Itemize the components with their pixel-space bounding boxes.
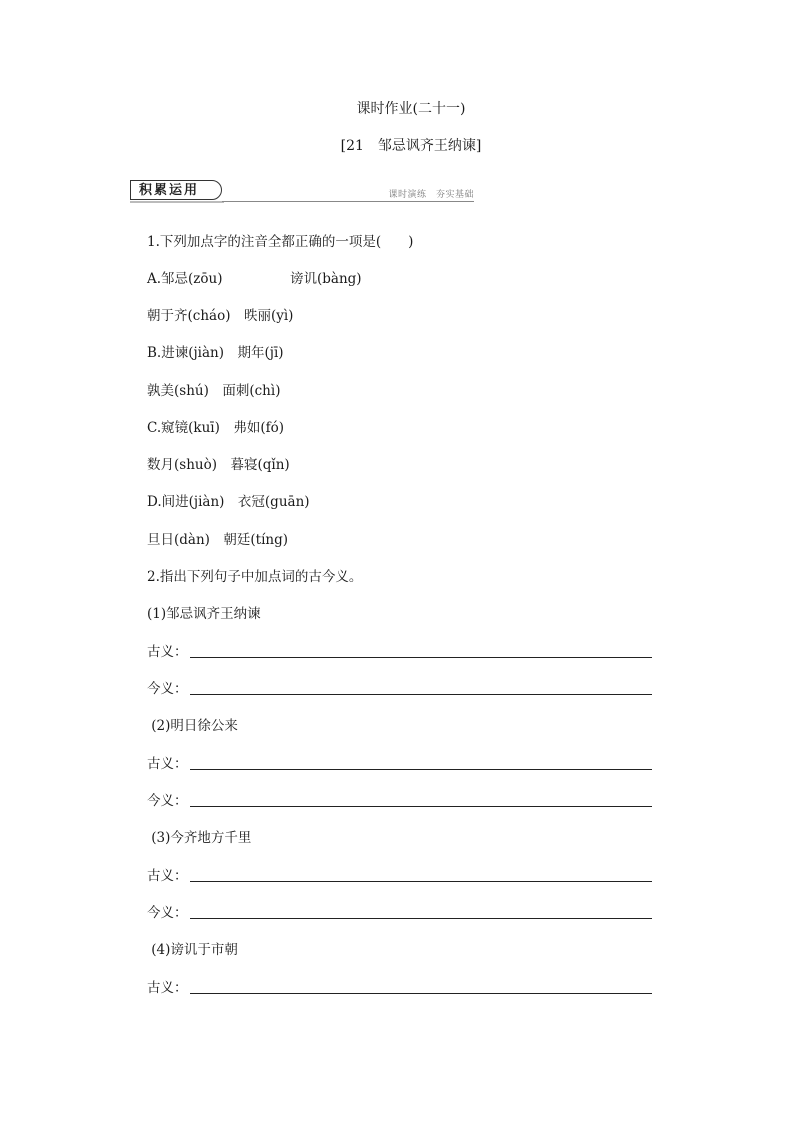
- option-c-line-1: C.窥镜(kuī) 弗如(fó): [147, 420, 285, 436]
- sub-question-1: (1)邹忌讽齐王纳谏: [147, 606, 261, 622]
- option-d-line-2: 旦日(dàn) 朝廷(tíng): [147, 532, 289, 548]
- sub-question-3: (3)今齐地方千里: [147, 830, 252, 846]
- label-gu: 古义：: [147, 644, 188, 660]
- answer-blank[interactable]: [190, 806, 652, 807]
- label-gu: 古义：: [147, 980, 188, 996]
- section-tag: 课时演练 夯实基础: [388, 190, 474, 200]
- label-jin: 今义：: [147, 905, 188, 921]
- answer-blank[interactable]: [190, 918, 652, 919]
- option-a-line-2: 朝于齐(cháo) 昳丽(yì): [147, 308, 294, 324]
- section-divider: [222, 201, 474, 202]
- option-c-line-2: 数月(shuò) 暮寝(qǐn): [147, 457, 290, 473]
- answer-blank[interactable]: [190, 657, 652, 658]
- option-a-line-1: A.邹忌(zōu) 谤讥(bàng): [147, 271, 362, 287]
- lesson-subtitle: [21 邹忌讽齐王纳谏]: [340, 138, 482, 154]
- sub-question-4: (4)谤讥于市朝: [147, 942, 238, 958]
- option-b-line-1: B.进谏(jiàn) 期年(jī): [147, 345, 284, 361]
- answer-row-jin-3: [147, 901, 652, 921]
- answer-row-gu-3: [147, 864, 652, 884]
- option-d-line-1: D.间进(jiàn) 衣冠(guān): [147, 494, 310, 510]
- answer-row-gu-2: [147, 752, 652, 772]
- answer-row-jin-2: [147, 789, 652, 809]
- label-gu: 古义：: [147, 756, 188, 772]
- question-1-stem: 1.下列加点字的注音全都正确的一项是( ): [147, 234, 414, 250]
- page-title: 课时作业(二十一): [356, 101, 466, 117]
- label-gu: 古义：: [147, 868, 188, 884]
- label-jin: 今义：: [147, 681, 188, 697]
- section-header: [130, 180, 474, 202]
- option-b-line-2: 孰美(shú) 面刺(chì): [147, 383, 281, 399]
- answer-row-gu-1: [147, 640, 652, 660]
- answer-row-gu-4: [147, 976, 652, 996]
- section-badge: 积累运用: [130, 180, 222, 200]
- answer-blank[interactable]: [190, 694, 652, 695]
- label-jin: 今义：: [147, 793, 188, 809]
- sub-question-2: (2)明日徐公来: [147, 718, 238, 734]
- question-2-stem: 2.指出下列句子中加点词的古今义。: [147, 569, 363, 585]
- answer-blank[interactable]: [190, 769, 652, 770]
- answer-row-jin-1: [147, 677, 652, 697]
- answer-blank[interactable]: [190, 993, 652, 994]
- answer-blank[interactable]: [190, 881, 652, 882]
